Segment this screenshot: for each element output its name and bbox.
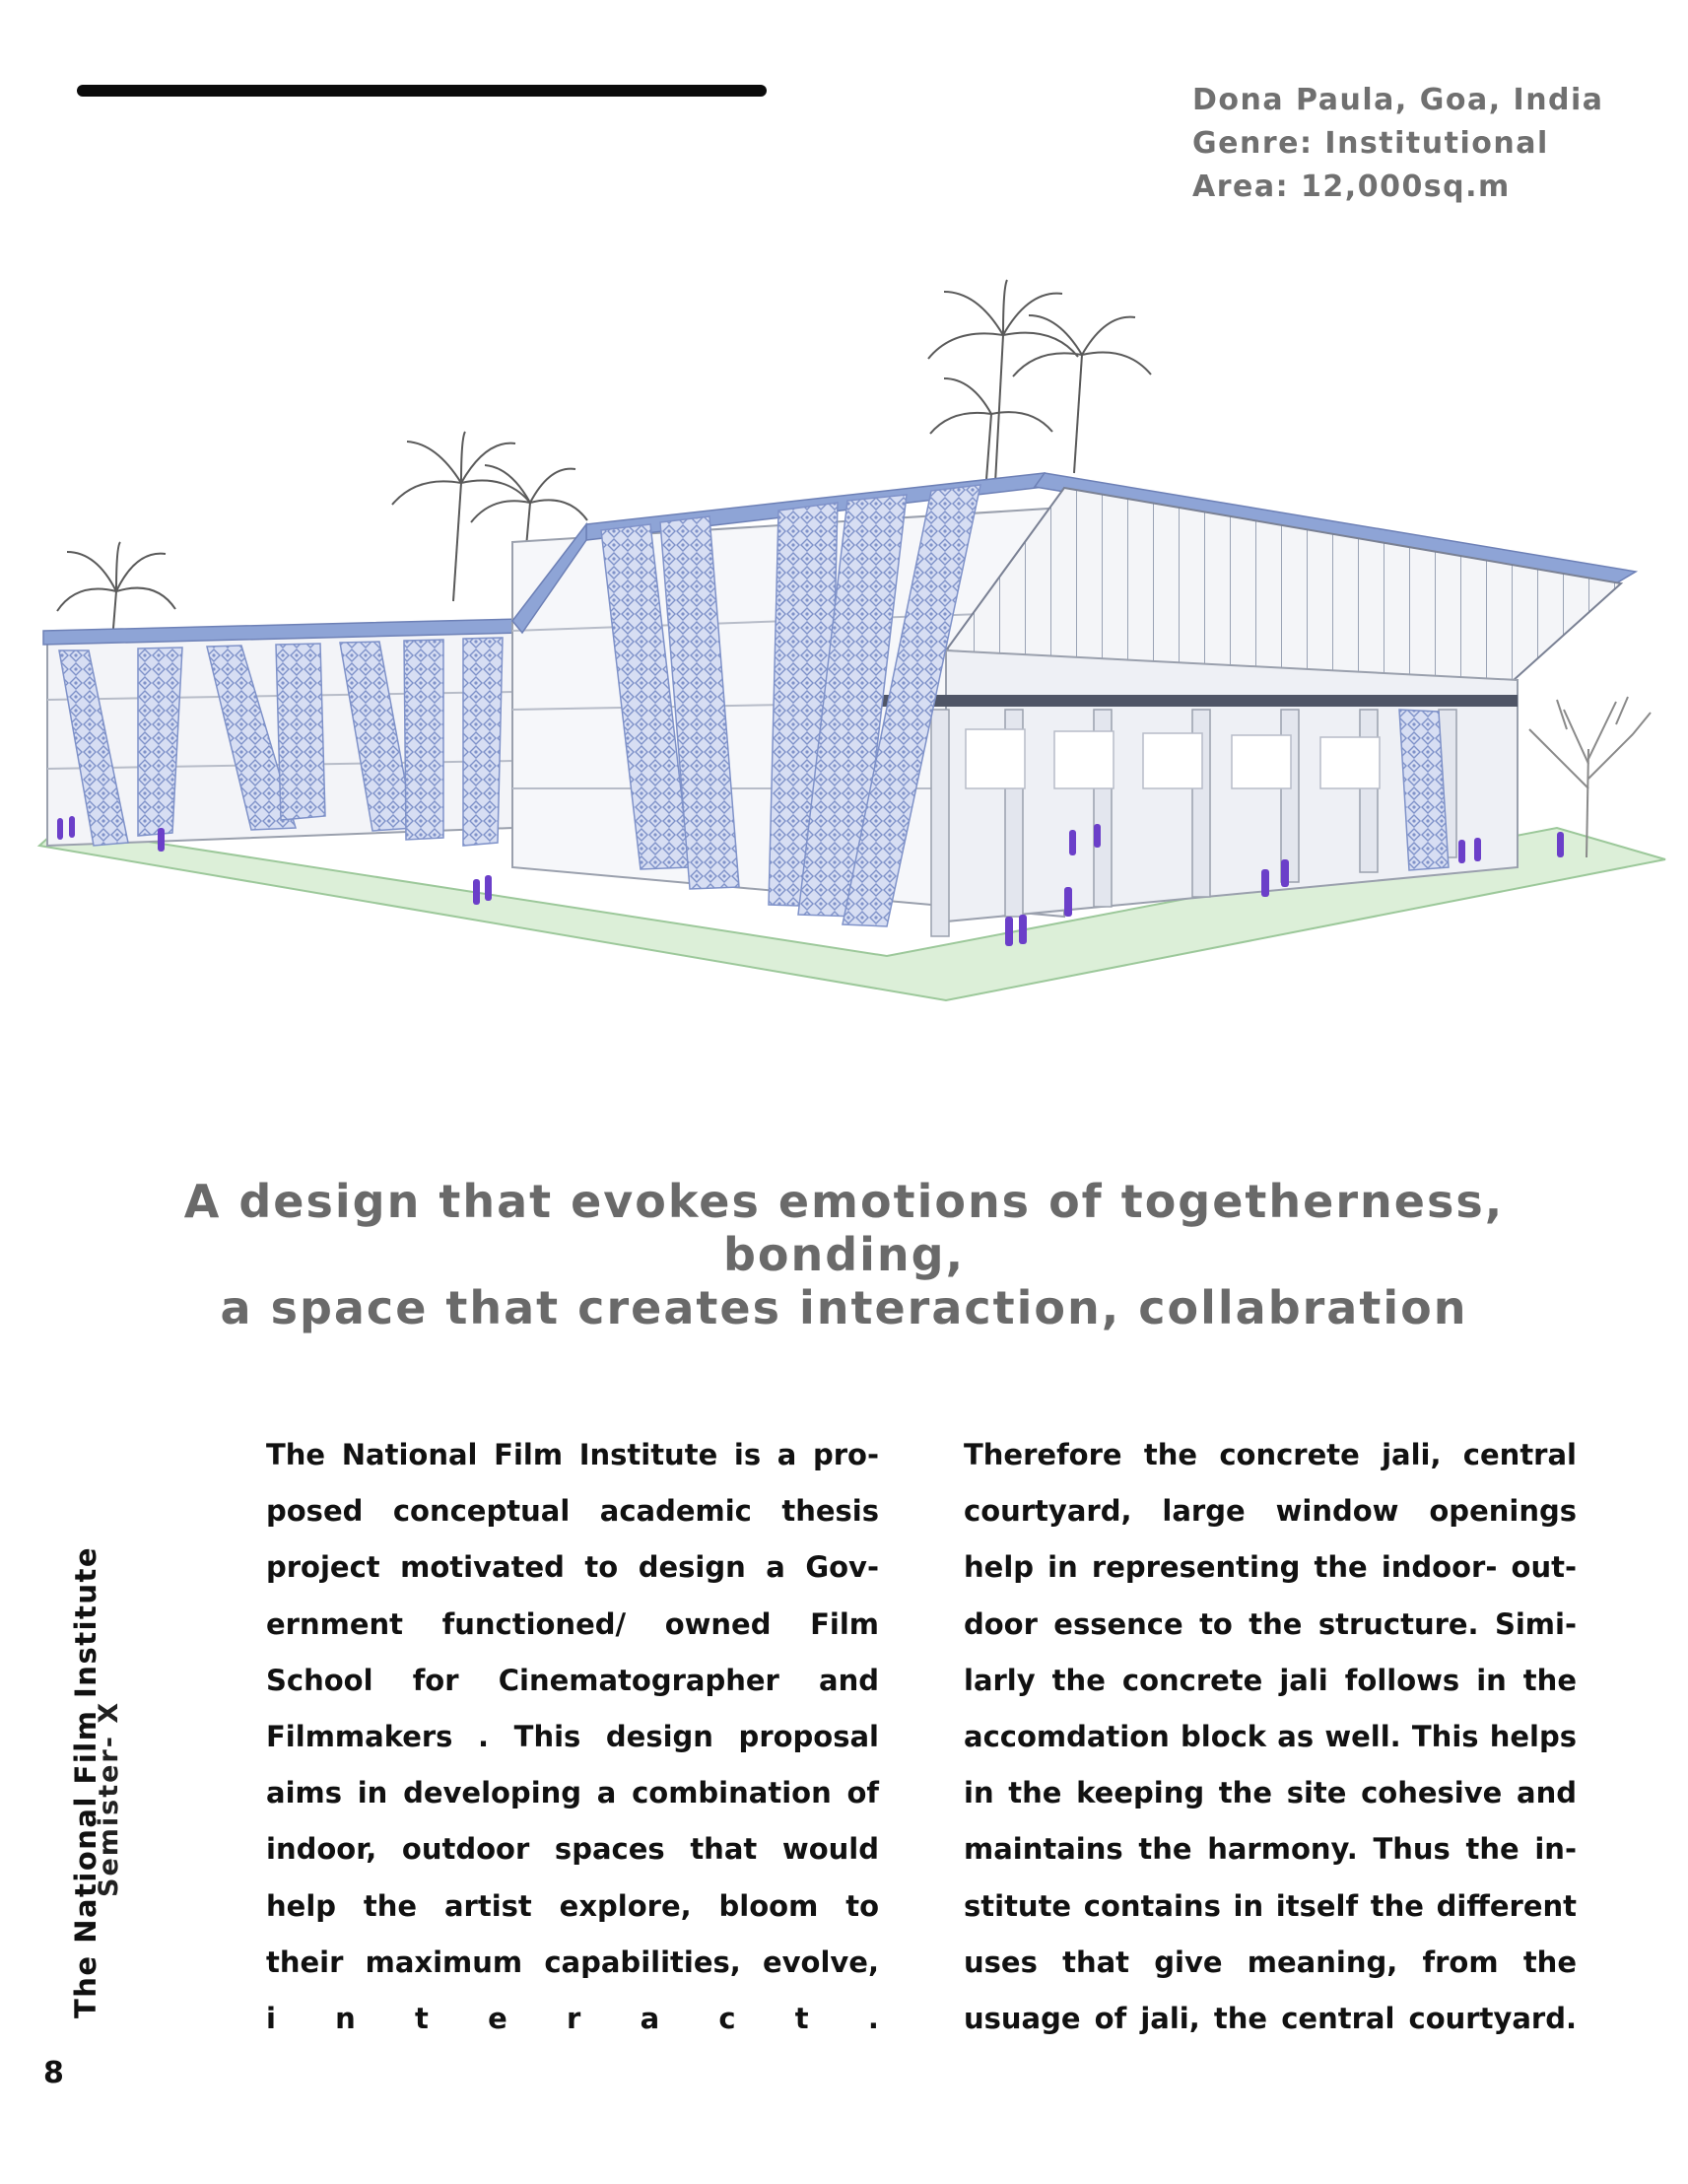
genre-text: Genre: Institutional — [1192, 126, 1549, 161]
tagline-line-2: a space that creates interaction, collabration — [220, 1281, 1468, 1334]
body-line: stitute contains in itself the different — [964, 1888, 1577, 1923]
body-line: courtyard, large window openings — [964, 1494, 1577, 1529]
body-line: usuage of jali, the central courtyard. — [964, 2002, 1577, 2036]
location-text: Dona Paula, Goa, India — [1192, 83, 1604, 117]
body-line: uses that give meaning, from the — [964, 1945, 1577, 1979]
spread-letter: n — [335, 2002, 356, 2036]
tagline — [99, 1175, 1589, 1334]
spread-letter: e — [488, 2002, 507, 2036]
body-line: aims in developing a combination of — [266, 1776, 879, 1810]
body-line: indoor, outdoor spaces that would — [266, 1832, 879, 1867]
body-column-left — [266, 1427, 879, 2047]
building-illustration — [0, 276, 1688, 1025]
body-line-spread — [266, 1991, 879, 2047]
body-line: School for Cinematographer and — [266, 1663, 879, 1697]
spine-subtitle: Semister- X — [94, 1700, 124, 1897]
project-meta — [1192, 79, 1604, 209]
body-line: in the keeping the site cohesive and — [964, 1776, 1577, 1810]
spine-title-text: The National Film Institute — [69, 1545, 102, 2018]
body-line: help in representing the indoor- out- — [964, 1550, 1577, 1585]
tagline-line-1: A design that evokes emotions of togetherness, bonding, — [183, 1175, 1505, 1281]
spread-letter: r — [567, 2002, 581, 2036]
spread-letter: . — [867, 2002, 879, 2036]
top-rule — [77, 85, 767, 97]
spread-letter: a — [640, 2002, 660, 2036]
body-line: larly the concrete jali follows in the — [964, 1663, 1577, 1697]
spread-letter: t — [415, 2002, 429, 2036]
body-line: The National Film Institute is a pro- — [266, 1438, 879, 1471]
body-line: door essence to the structure. Simi- — [964, 1606, 1577, 1641]
body-line: Therefore the concrete jali, central — [964, 1438, 1577, 1471]
body-line: maintains the harmony. Thus the in- — [964, 1832, 1577, 1867]
spread-letter: t — [794, 2002, 809, 2036]
body-line: accomdation block as well. This helps — [964, 1720, 1577, 1754]
spread-letter: c — [718, 2002, 736, 2036]
body-column-right — [964, 1427, 1577, 2047]
body-line: their maximum capabilities, evolve, — [266, 1945, 879, 1979]
page-number: 8 — [43, 2056, 64, 2090]
area-text: Area: 12,000sq.m — [1192, 170, 1511, 204]
body-line: ernment functioned/ owned Film — [266, 1606, 879, 1641]
body-line: Filmmakers . This design proposal — [266, 1720, 879, 1754]
spread-letter: i — [266, 2002, 276, 2036]
body-line: posed conceptual academic thesis — [266, 1494, 879, 1529]
body-line: project motivated to design a Gov- — [266, 1550, 879, 1585]
body-line: help the artist explore, bloom to — [266, 1888, 879, 1923]
